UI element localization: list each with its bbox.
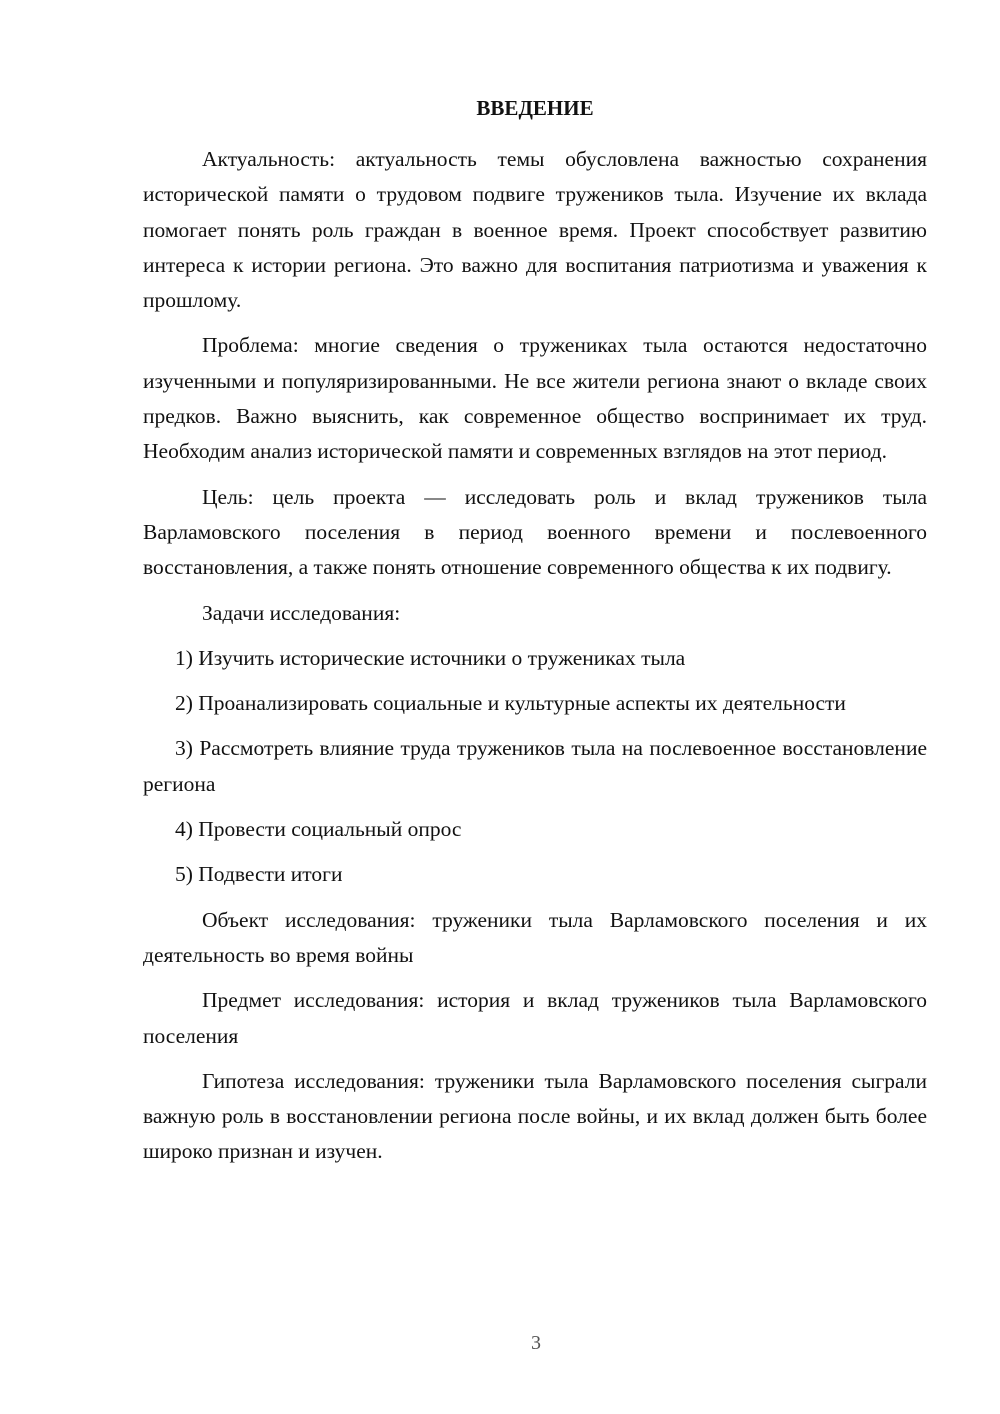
paragraph-subject: Предмет исследования: история и вклад тружеников тыла Варламовского поселения bbox=[143, 988, 927, 1048]
paragraph-relevance: Актуальность: актуальность темы обусловлена важностью сохранения исторической памяти о трудовом подвиге тружеников тыла. Изучение их вклада помогает понять роль граждан в военное время. Проект способствует развитию интереса к истории региона. Это важно для воспитания патриотизма и уважения к прошлому. bbox=[143, 147, 927, 313]
task-item: 5) Подвести итоги bbox=[175, 862, 343, 887]
paragraph-hypothesis: Гипотеза исследования: труженики тыла Варламовского поселения сыграли важную роль в восстановлении региона после войны, и их вклад должен быть более широко признан и изучен. bbox=[143, 1068, 927, 1164]
tasks-heading: Задачи исследования: bbox=[202, 600, 401, 625]
page-title: ВВЕДЕНИЕ bbox=[476, 96, 594, 120]
body-text bbox=[143, 142, 927, 1180]
task-item: 1) Изучить исторические источники о тружениках тыла bbox=[175, 645, 686, 670]
paragraph-object: Объект исследования: труженики тыла Варламовского поселения и их деятельность во время войны bbox=[143, 907, 927, 967]
task-item: 3) Рассмотреть влияние труда тружеников тыла на послевоенное восстановление региона bbox=[143, 736, 927, 796]
page-number: 3 bbox=[531, 1332, 541, 1354]
paragraph-problem: Проблема: многие сведения о тружениках тыла остаются недостаточно изученными и популяризированными. Не все жители региона знают о вкладе своих предков. Важно выяснить, как современное общество воспринимает их труд. Необходим анализ исторической памяти и современных взглядов на этот период. bbox=[143, 333, 927, 464]
task-item: 4) Провести социальный опрос bbox=[175, 817, 462, 842]
paragraph-goal: Цель: цель проекта — исследовать роль и вклад тружеников тыла Варламовского поселения в период военного времени и послевоенного восстановления, а также понять отношение современного общества к их подвигу. bbox=[143, 484, 927, 580]
task-item: 2) Проанализировать социальные и культурные аспекты их деятельности bbox=[175, 691, 846, 716]
